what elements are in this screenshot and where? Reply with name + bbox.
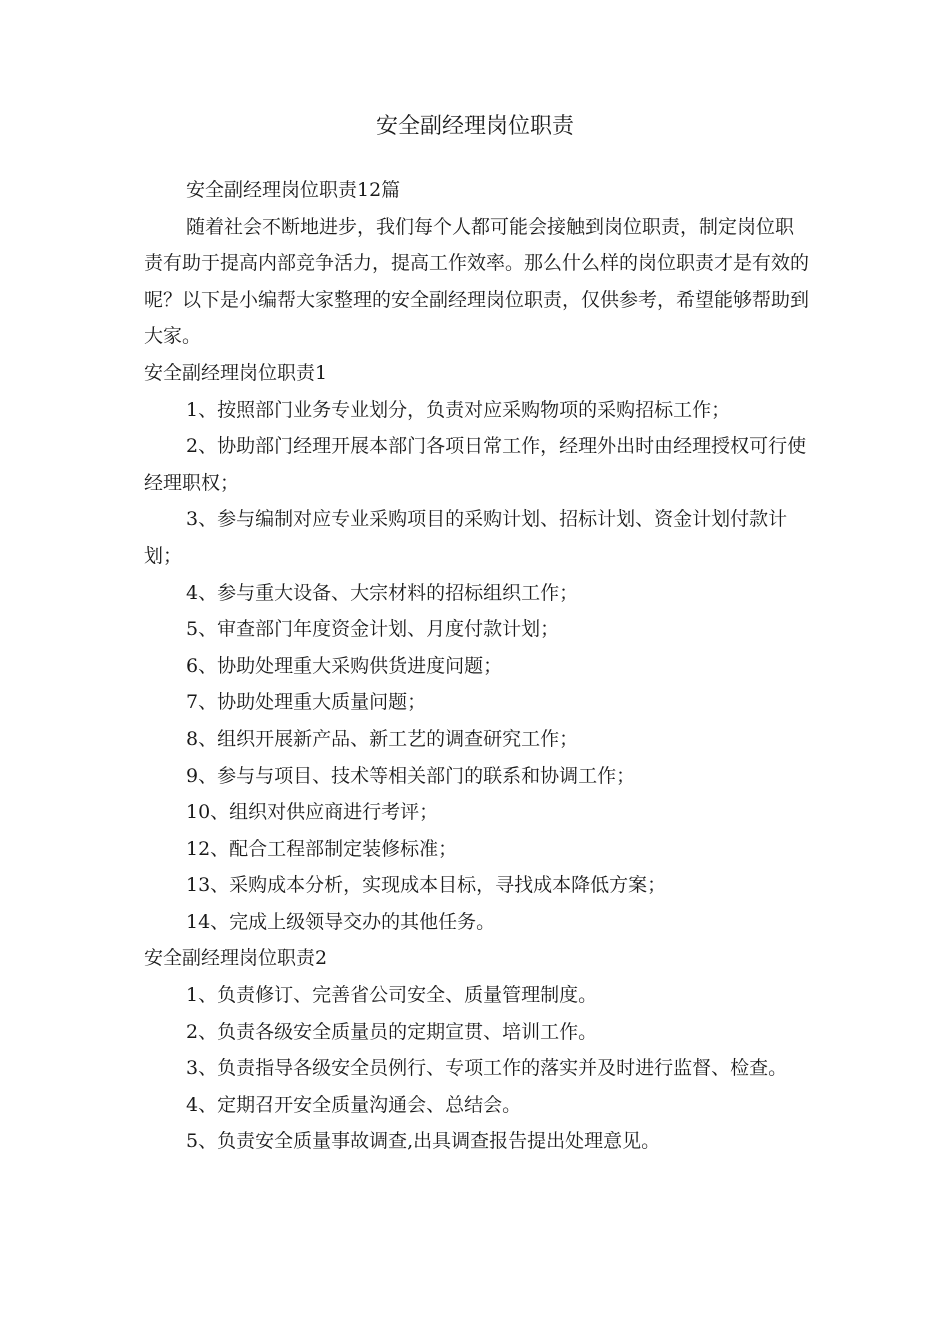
list-item: 4、定期召开安全质量沟通会、总结会。: [186, 1093, 522, 1116]
list-item: 13、采购成本分析，实现成本目标，寻找成本降低方案；: [186, 874, 667, 897]
list-item: 3、参与编制对应专业采购项目的采购计划、招标计划、资金计划付款计划；: [144, 508, 788, 567]
list-item: 5、负责安全质量事故调查,出具调查报告提出处理意见。: [186, 1130, 661, 1153]
list-item: 7、协助处理重大质量问题；: [186, 691, 427, 714]
list-item: 5、审查部门年度资金计划、月度付款计划；: [186, 618, 560, 641]
list-item: 1、负责修订、完善省公司安全、质量管理制度。: [186, 984, 598, 1007]
list-item: 10、组织对供应商进行考评；: [186, 801, 439, 824]
document-body: [144, 172, 810, 1160]
section-heading-2: 安全副经理岗位职责2: [144, 947, 328, 970]
list-item: 12、配合工程部制定装修标准；: [186, 837, 458, 860]
list-item: 8、组织开展新产品、新工艺的调查研究工作；: [186, 727, 579, 750]
list-item: 1、按照部门业务专业划分，负责对应采购物项的采购招标工作；: [186, 398, 731, 421]
list-item: 3、负责指导各级安全员例行、专项工作的落实并及时进行监督、检查。: [186, 1057, 788, 1080]
section-heading-1: 安全副经理岗位职责1: [144, 361, 328, 384]
list-item: 2、负责各级安全质量员的定期宣贯、培训工作。: [186, 1020, 598, 1043]
list-item: 14、完成上级领导交办的其他任务。: [186, 910, 496, 933]
list-item: 2、协助部门经理开展本部门各项日常工作，经理外出时由经理授权可行使经理职权；: [144, 435, 807, 494]
document-subtitle: 安全副经理岗位职责12篇: [186, 179, 401, 201]
list-item: 6、协助处理重大采购供货进度问题；: [186, 654, 503, 677]
document-title: 安全副经理岗位职责: [375, 114, 574, 139]
list-item: 4、参与重大设备、大宗材料的招标组织工作；: [186, 581, 579, 604]
list-item: 9、参与与项目、技术等相关部门的联系和协调工作；: [186, 764, 636, 787]
intro-paragraph: 随着社会不断地进步，我们每个人都可能会接触到岗位职责，制定岗位职责有助于提高内部竞争活力，提高工作效率。那么什么样的岗位职责才是有效的呢？以下是小编帮大家整理的安全副经理岗位职责，仅供参考，希望能够帮助到大家。: [144, 215, 810, 348]
